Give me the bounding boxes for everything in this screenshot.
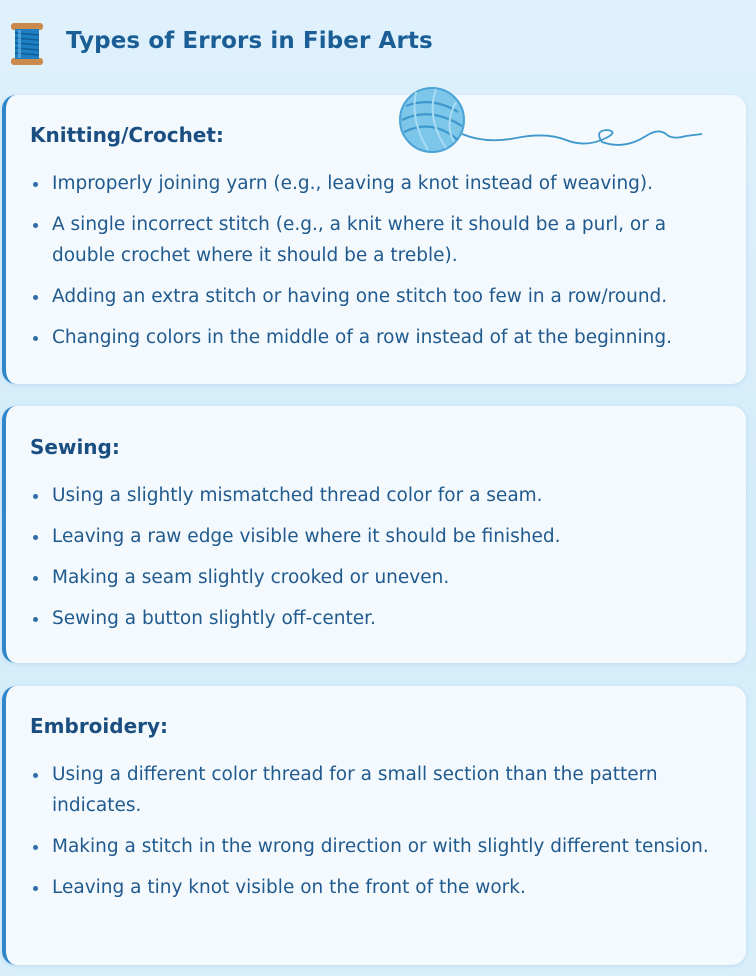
error-list (30, 480, 732, 644)
list-item: Making a seam slightly crooked or uneven. (30, 562, 732, 593)
list-item: A single incorrect stitch (e.g., a knit where it should be a purl, or a double crochet where it should be a treble). (30, 209, 732, 271)
list-item: Making a stitch in the wrong direction or with slightly different tension. (30, 831, 732, 862)
list-item: Leaving a tiny knot visible on the front of the work. (30, 872, 732, 903)
page-header (0, 0, 756, 90)
list-item: Using a different color thread for a small section than the pattern indicates. (30, 759, 732, 821)
spool-of-thread-icon (10, 22, 44, 66)
section-title: Knitting/Crochet: (30, 123, 224, 147)
sewing-card (2, 406, 746, 663)
embroidery-card (2, 686, 746, 965)
list-item: Changing colors in the middle of a row instead of at the beginning. (30, 322, 732, 353)
list-item: Using a slightly mismatched thread color for a seam. (30, 480, 732, 511)
list-item: Sewing a button slightly off-center. (30, 603, 732, 634)
yarn-ball-icon (396, 84, 706, 160)
list-item: Leaving a raw edge visible where it should be finished. (30, 521, 732, 552)
list-item: Adding an extra stitch or having one stitch too few in a row/round. (30, 281, 732, 312)
list-item: Improperly joining yarn (e.g., leaving a knot instead of weaving). (30, 168, 732, 199)
page-title: Types of Errors in Fiber Arts (66, 28, 433, 54)
error-list (30, 168, 732, 363)
section-title: Embroidery: (30, 714, 169, 738)
error-list (30, 759, 732, 913)
section-title: Sewing: (30, 435, 120, 459)
